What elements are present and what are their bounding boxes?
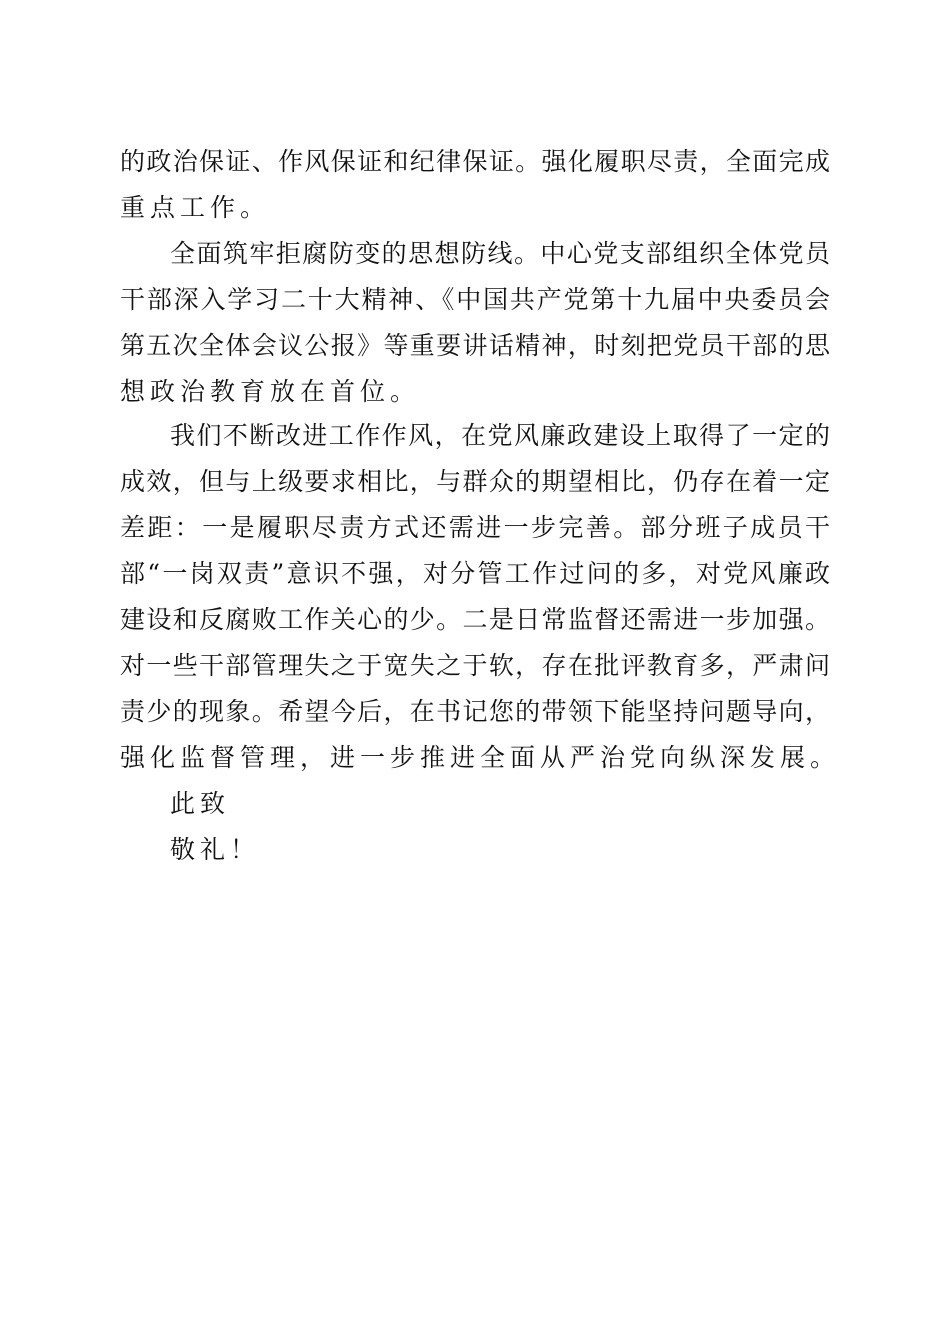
paragraph-line: 部“一岗双责”意识不强，对分管工作过问的多，对党风廉政 xyxy=(120,559,830,588)
closing-salutation: 此致 xyxy=(170,789,231,818)
paragraph-line: 责少的现象。希望今后，在书记您的带领下能坚持问题导向， xyxy=(120,697,830,726)
closing-regards: 敬礼！ xyxy=(170,835,261,864)
paragraph-line: 的政治保证、作风保证和纪律保证。强化履职尽责，全面完成 xyxy=(120,147,830,176)
paragraph-line: 第五次全体会议公报》等重要讲话精神，时刻把党员干部的思 xyxy=(120,331,830,360)
paragraph-line: 强化监督管理，进一步推进全面从严治党向纵深发展。 xyxy=(120,743,841,772)
paragraph-line: 对一些干部管理失之于宽失之于软，存在批评教育多，严肃问 xyxy=(120,651,830,680)
paragraph-line: 想政治教育放在首位。 xyxy=(120,377,421,406)
paragraph-line: 建设和反腐败工作关心的少。二是日常监督还需进一步加强。 xyxy=(120,605,830,634)
paragraph-line: 干部深入学习二十大精神、《中国共产党第十九届中央委员会 xyxy=(120,285,830,314)
paragraph-line: 全面筑牢拒腐防变的思想防线。中心党支部组织全体党员 xyxy=(170,239,830,268)
paragraph-line: 成效，但与上级要求相比，与群众的期望相比，仍存在着一定 xyxy=(120,467,830,496)
paragraph-line: 重点工作。 xyxy=(120,193,271,222)
paragraph-line: 差距：一是履职尽责方式还需进一步完善。部分班子成员干 xyxy=(120,513,830,542)
paragraph-line: 我们不断改进工作作风，在党风廉政建设上取得了一定的 xyxy=(170,421,830,450)
